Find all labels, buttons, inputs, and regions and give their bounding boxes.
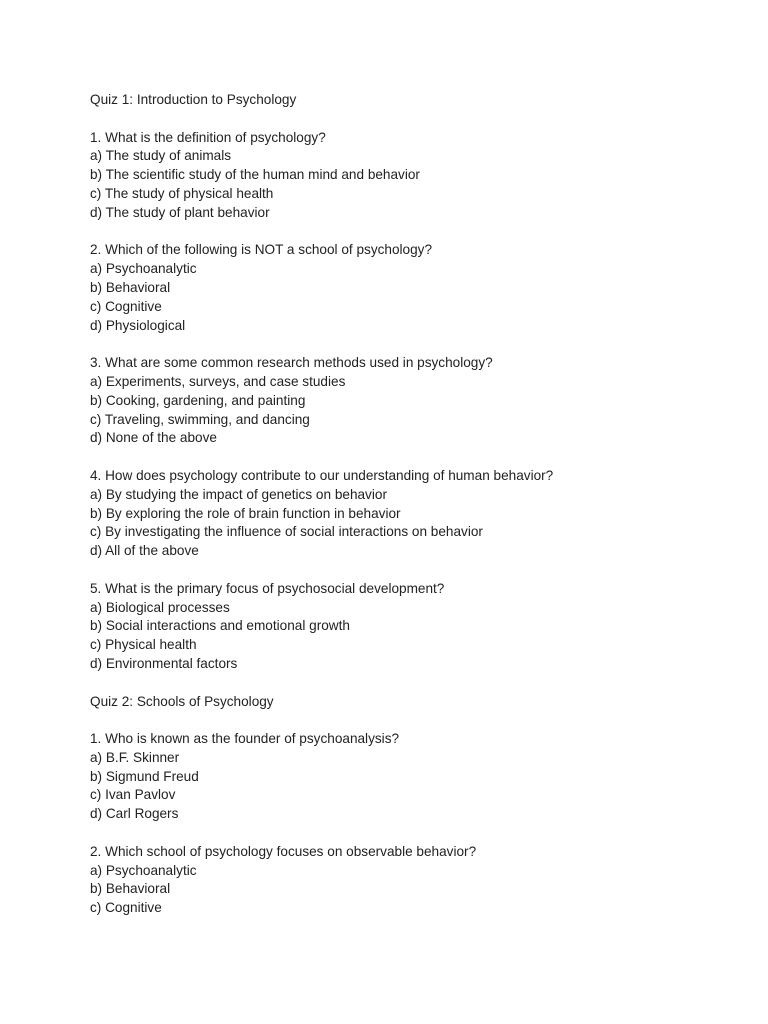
answer-option: b) The scientific study of the human mind and behavior	[90, 167, 420, 183]
question-text: 3. What are some common research methods used in psychology?	[90, 355, 493, 371]
spacer	[90, 448, 750, 467]
question-text: 1. What is the definition of psychology?	[90, 129, 326, 145]
answer-option: a) B.F. Skinner	[90, 749, 180, 765]
document-page	[90, 91, 750, 918]
answer-option: b) By exploring the role of brain function in behavior	[90, 505, 401, 521]
answer-option: a) The study of animals	[90, 148, 232, 164]
answer-option: a) Psychoanalytic	[90, 862, 197, 878]
spacer	[90, 110, 750, 129]
answer-option: c) By investigating the influence of social interactions on behavior	[90, 524, 483, 540]
answer-option: c) Ivan Pavlov	[90, 787, 176, 803]
answer-option: d) Environmental factors	[90, 655, 238, 671]
quiz-title: Quiz 1: Introduction to Psychology	[90, 92, 297, 107]
answer-option: c) Cognitive	[90, 298, 162, 314]
answer-option: a) By studying the impact of genetics on behavior	[90, 486, 387, 502]
quiz-title: Quiz 2: Schools of Psychology	[90, 693, 274, 709]
spacer	[90, 824, 750, 843]
spacer	[90, 223, 750, 242]
question-text: 2. Which school of psychology focuses on observable behavior?	[90, 843, 477, 859]
spacer	[90, 561, 750, 580]
answer-option: a) Biological processes	[90, 599, 230, 615]
spacer	[90, 674, 750, 693]
answer-option: b) Sigmund Freud	[90, 768, 199, 784]
question-text: 5. What is the primary focus of psychosocial development?	[90, 580, 445, 596]
answer-option: d) Physiological	[90, 317, 186, 333]
answer-option: d) None of the above	[90, 430, 217, 446]
answer-option: c) Physical health	[90, 637, 197, 653]
answer-option: d) The study of plant behavior	[90, 204, 270, 220]
question-text: 4. How does psychology contribute to our understanding of human behavior?	[90, 467, 554, 483]
question-text: 2. Which of the following is NOT a school of psychology?	[90, 242, 433, 258]
answer-option: c) Cognitive	[90, 900, 162, 916]
answer-option: b) Cooking, gardening, and painting	[90, 392, 306, 408]
question-text: 1. Who is known as the founder of psychoanalysis?	[90, 731, 400, 747]
answer-option: b) Behavioral	[90, 279, 171, 295]
spacer	[90, 335, 750, 354]
answer-option: b) Social interactions and emotional growth	[90, 618, 350, 634]
spacer	[90, 711, 750, 730]
answer-option: d) All of the above	[90, 543, 199, 559]
answer-option: c) Traveling, swimming, and dancing	[90, 411, 310, 427]
answer-option: c) The study of physical health	[90, 185, 274, 201]
answer-option: b) Behavioral	[90, 881, 171, 897]
answer-option: a) Psychoanalytic	[90, 261, 197, 277]
answer-option: a) Experiments, surveys, and case studies	[90, 373, 346, 389]
answer-option: d) Carl Rogers	[90, 806, 179, 822]
